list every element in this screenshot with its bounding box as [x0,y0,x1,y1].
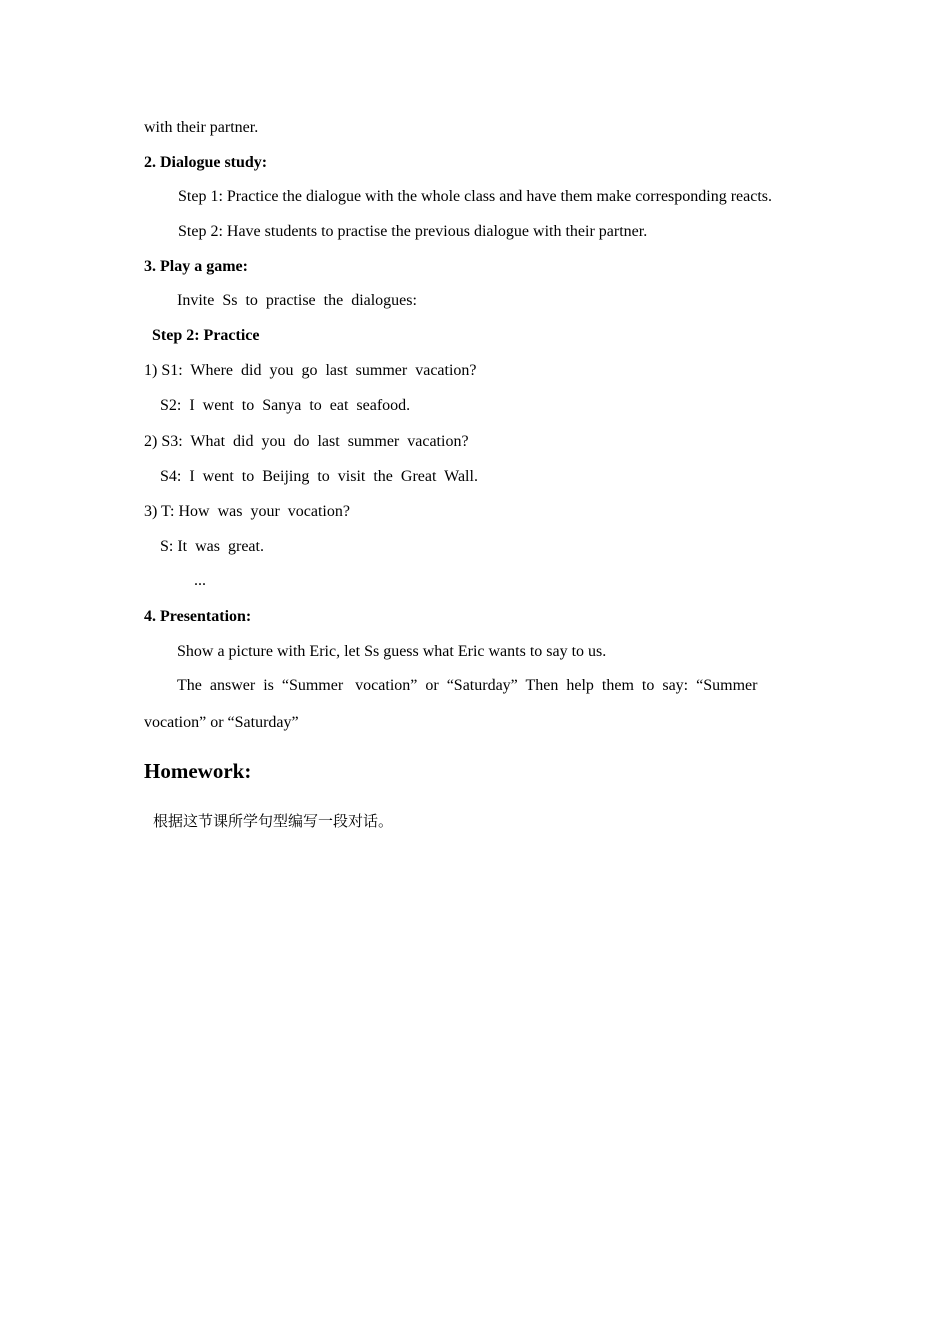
dialogue-step-1: Step 1: Practice the dialogue with the whole class and have them make corresponding reacts. [178,188,773,205]
practice-line: 3) T: How was your vocation? [144,503,350,520]
dialogue-study-heading: 2. Dialogue study: [144,154,268,171]
homework-text: 根据这节课所学句型编写一段对话。 [153,812,394,830]
practice-line: S2: I went to Sanya to eat seafood. [160,397,411,414]
homework-heading: Homework: [144,759,252,783]
presentation-heading: 4. Presentation: [144,608,252,625]
play-game-instruction: Invite Ss to practise the dialogues: [177,292,417,309]
presentation-line-2: The answer is “Summer vocation” or “Saturday” Then help them to say: “Summer [177,677,758,694]
dialogue-step-2: Step 2: Have students to practise the previous dialogue with their partner. [178,223,648,240]
practice-line: 2) S3: What did you do last summer vacation? [144,433,469,450]
presentation-line-3: vocation” or “Saturday” [144,714,299,731]
continued-text: with their partner. [144,119,259,136]
presentation-line-1: Show a picture with Eric, let Ss guess what Eric wants to say to us. [177,643,607,660]
play-game-heading: 3. Play a game: [144,258,248,275]
practice-ellipsis: ... [194,572,206,589]
practice-line: 1) S1: Where did you go last summer vacation? [144,362,477,379]
practice-line: S4: I went to Beijing to visit the Great Wall. [160,468,478,485]
practice-line: S: It was great. [160,538,264,555]
practice-heading: Step 2: Practice [152,327,260,344]
